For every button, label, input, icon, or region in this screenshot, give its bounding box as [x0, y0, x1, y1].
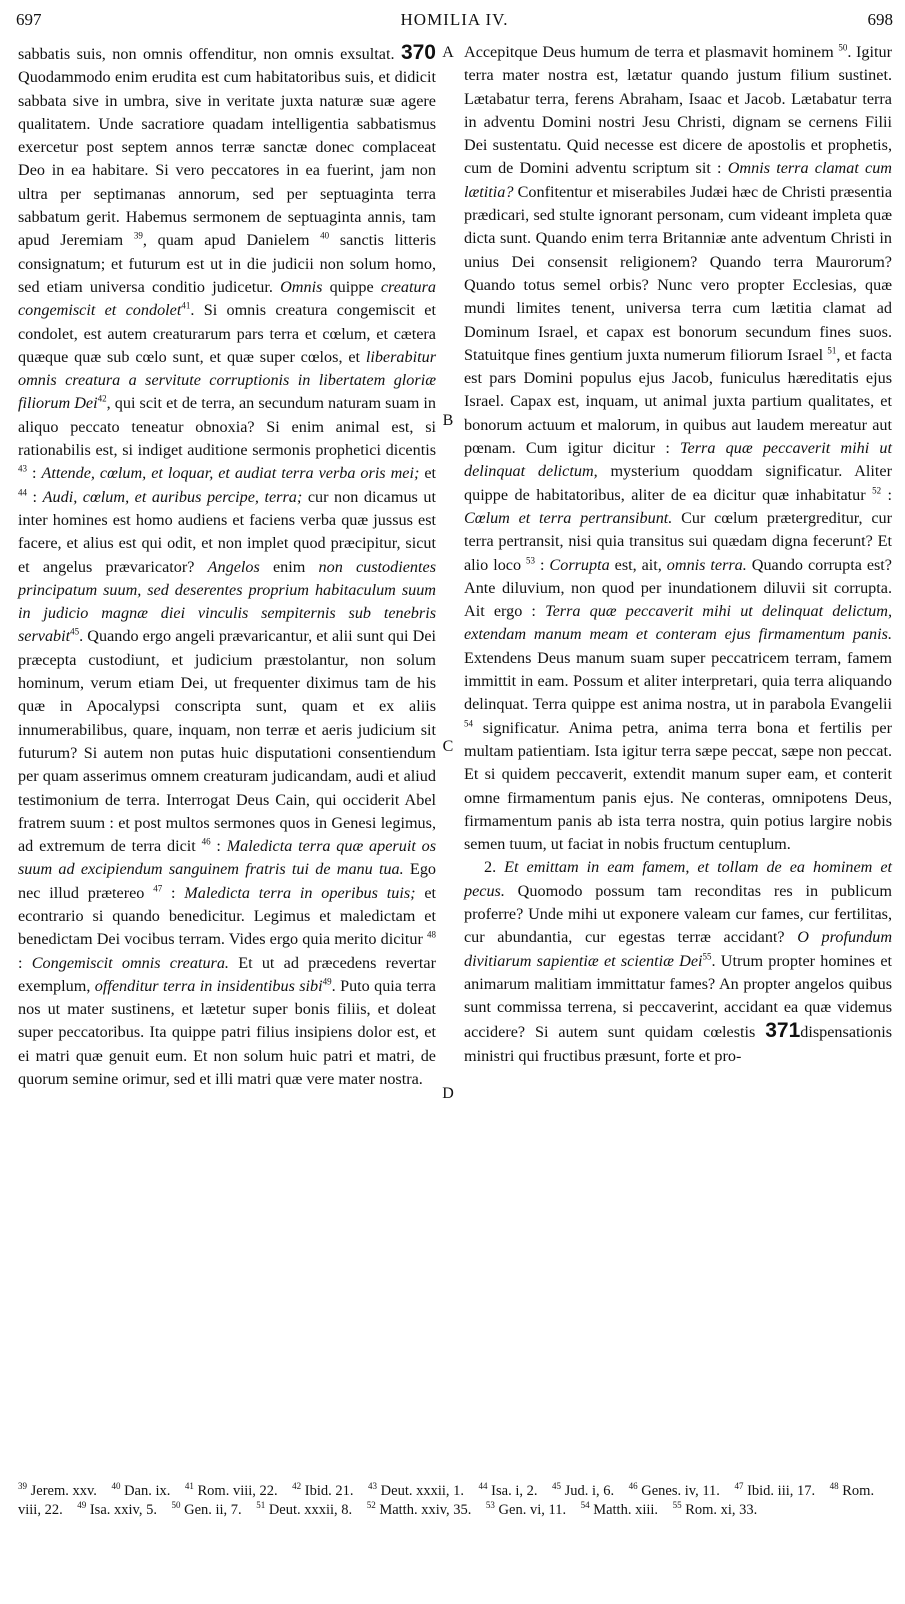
italic-quotation: Corrupta — [549, 555, 610, 574]
footnote-reference: 46 — [201, 836, 211, 847]
text-run: . Igitur terra mater nostra est, lætatur quando justum filium sustinet. Lætabatur terra, ferens Abraham, Isaac et Jacob. Lætabatur terra in adventu Domini nostri Jesu Christi, dignam se cernens Filii Dei sustentatu. Quid necesse est dicere de apostolis et prophetis, cum de Domini adventu scriptum sit : — [464, 43, 892, 178]
page-number-left: 697 — [16, 10, 42, 29]
text-run: Accepitque Deus humum de terra et plasmavit hominem — [464, 43, 839, 61]
footnote-entry — [18, 1483, 97, 1499]
footnote-number: 39 — [18, 1481, 27, 1492]
footnote-entry — [581, 1502, 658, 1518]
text-run: Cur cœlum prætergreditur, cur terra pertransit, nisi quia transitus sui quædam digna fecerunt? Et alio loco — [464, 508, 892, 574]
italic-quotation: offenditur terra in insidentibus sibi — [94, 976, 323, 995]
italic-quotation: non custodientes principatum suum, sed deserentes proprium habitaculum suum in judicio magnæ diei vinculis sempiternis sub tenebris servabit — [18, 557, 436, 646]
footnote-number: 44 — [478, 1481, 488, 1492]
text-run: sanctis litteris consignatum; et futurum est ut in die judicii non solum homo, sed etiam universa conditio judicetur. — [18, 231, 437, 296]
footnote-reference: 45 — [70, 627, 80, 638]
footnote-reference: 42 — [97, 394, 107, 405]
text-run: Quodammodo enim erudita est cum habitatoribus suis, et didicit sabbata sive in umbra, sive in veritate juxta naturæ suæ agere qualitatem. Unde sacratiore quadam intelligentia sabbatismus exercetur post septem annos terræ sanctæ donec complaceat Deo in ea habitare. Si vero peccatores in ea fuerint, jam non ultra per septimanas annorum, sed per septuaginta terra sabbatum gerit. Habemus sermonem de septuaginta annis, tam apud Jeremiam — [18, 68, 436, 250]
text-run: , quam apud Danielem — [142, 231, 321, 250]
footnotes — [18, 1482, 890, 1520]
italic-quotation: Audi, cœlum, et auribus percipe, terra; — [42, 487, 303, 506]
right-column-paragraph-2 — [464, 856, 892, 1068]
footnote-entry — [185, 1483, 278, 1499]
text-run: significatur. Anima petra, anima terra bona et fertilis per multam patientiam. Ista igitur terra sæpe peccat, sæpe non peccat. Et si quidem peccaverit, extendit manum super eam, et conterit omne firmamentum panis ejus. Ne conteras, omnipotens Deus, firmamentum panis ab ista terra nostra, quin potius largire nobis semen tuum, ut faciat in nobis fructum centuplum. — [464, 718, 892, 854]
italic-quotation: Terra quæ peccaverit mihi ut delinquat delictum, — [464, 439, 892, 481]
text-run: dispensationis ministri qui fructibus præsunt, forte et pro- — [464, 1023, 892, 1065]
text-run: : — [535, 555, 550, 574]
footnote-reference: 50 — [838, 42, 848, 53]
italic-quotation: Terra quæ peccaverit mihi ut delinquat delictum, extendam manum meam et conteram ejus firmamentum panis. — [464, 602, 892, 644]
footnote-number: 45 — [551, 1481, 561, 1492]
footnote-reference: 54 — [464, 718, 473, 729]
right-column — [464, 41, 892, 1068]
footnote-number: 48 — [829, 1481, 839, 1492]
footnote-citation: Isa. i, 2. — [487, 1483, 538, 1499]
footnote-entry — [111, 1483, 170, 1499]
footnote-entry — [367, 1502, 472, 1518]
footnote-citation: Rom. xi, 33. — [681, 1502, 758, 1518]
footnote-number: 53 — [485, 1500, 495, 1511]
footnote-reference: 40 — [320, 230, 330, 241]
margin-marker-b: B — [442, 412, 454, 429]
footnote-citation: Isa. xxiv, 5. — [86, 1502, 157, 1518]
footnote-reference: 53 — [526, 555, 536, 566]
footnote-number: 52 — [366, 1500, 376, 1511]
footnote-number: 43 — [368, 1481, 378, 1492]
italic-quotation: Omnis — [280, 277, 323, 296]
footnote-citation: Deut. xxxii, 1. — [377, 1483, 465, 1499]
footnote-citation: Rom. viii, 22. — [18, 1483, 875, 1518]
footnote-reference: 39 — [133, 230, 143, 241]
italic-quotation: creatura congemiscit et condolet — [18, 277, 436, 320]
text-run: : — [210, 837, 227, 856]
column-number: 370 — [400, 41, 436, 64]
footnote-entry — [479, 1483, 538, 1499]
footnote-number: 46 — [628, 1481, 638, 1492]
footnote-citation: Genes. iv, 11. — [637, 1483, 720, 1499]
text-run: enim — [259, 557, 319, 576]
footnote-number: 51 — [256, 1500, 266, 1511]
text-run: , qui scit et de terra, an secundum naturam suam in aliquo peccato teneatur obnoxia? Si enim animal est, si rationabilis est, si indiget auditione sermonis prophetici dicentis — [18, 394, 436, 460]
text-run: , et facta est pars Domini populus ejus Jacob, funiculus hæreditatis ejus Israel. Capax est, inquam, ut animal juxta partium qualitates, et bonorum actuum et malorum, in quibus aut laudem mereatur aut pœnam. Cum igitur dicitur : — [464, 345, 892, 458]
footnote-reference: 49 — [322, 976, 332, 987]
italic-quotation: Attende, cœlum, et loquar, et audiat terra verba oris mei; — [41, 464, 420, 483]
text-run: sabbatis suis, non omnis offenditur, non omnis exsultat. — [18, 45, 401, 63]
text-run: et econtrario si quando benedicitur. Legimus et maledictam et benedictam Dei vocibus terram. Vides ergo quia merito dicitur — [18, 883, 437, 949]
footnote-citation: Gen. vi, 11. — [494, 1502, 567, 1518]
text-run: : — [162, 883, 185, 902]
margin-marker-a: A — [442, 44, 454, 61]
text-run: Quomodo possum tam reconditas res in publicum proferre? Unde mihi ut exponere valeam cur fames, cur fertilitas, cur abundantia, cur egestas terræ accidant? — [464, 881, 892, 947]
footnote-reference: 51 — [827, 345, 837, 356]
text-run: cur non dicamus ut inter homines est homo audiens et faciens verba quæ jussus est facere, et alius est qui odit, et non implet quod præcipitur, sicut et angelus prævaricator? — [18, 487, 436, 576]
text-run: : — [881, 485, 892, 504]
page-number-right: 698 — [867, 10, 893, 29]
footnote-citation: Jud. i, 6. — [560, 1483, 615, 1499]
text-run: Extendens Deus manum suam super peccatricem terram, famem immittit in eam. Possum et aliter interpretari, quia terra aliquando delinquat. Terra quippe est anima nostra, ut in parabola Evangelii — [464, 648, 892, 714]
italic-quotation: omnis terra. — [666, 555, 747, 574]
text-run: 2. — [484, 858, 505, 877]
margin-marker-c: C — [442, 738, 454, 755]
footnote-number: 50 — [171, 1500, 181, 1511]
footnote-citation: Dan. ix. — [120, 1483, 171, 1499]
text-run: . Utrum propter homines et animarum malitiam immittatur fames? An propter angelos quibus sunt commissa terrena, si peccaverint, accidant ea quæ videmus accidere? Si autem sunt quidam cœlestis — [464, 951, 893, 1042]
footnote-citation: Deut. xxxii, 8. — [265, 1502, 353, 1518]
text-run: Ego nec illud prætereo — [18, 860, 437, 902]
italic-quotation: O profundum divitiarum sapientiæ et scientiæ Dei — [464, 928, 893, 970]
footnote-reference: 55 — [702, 951, 712, 962]
text-run: est, ait, — [609, 555, 667, 574]
footnote-number: 41 — [184, 1481, 194, 1492]
footnote-reference: 44 — [18, 487, 27, 498]
footnote-number: 54 — [580, 1500, 590, 1511]
text-run: : — [18, 953, 32, 972]
footnote-reference: 52 — [872, 485, 882, 496]
footnote-entry — [368, 1483, 464, 1499]
footnote-reference: 48 — [427, 929, 436, 940]
footnote-citation: Ibid. 21. — [301, 1483, 354, 1499]
footnote-entry — [629, 1483, 720, 1499]
margin-marker-d: D — [442, 1085, 454, 1102]
italic-quotation: Congemiscit omnis creatura. — [31, 953, 229, 972]
running-header — [16, 10, 893, 36]
italic-quotation: Cœlum et terra pertransibunt. — [464, 508, 673, 527]
footnote-entry — [552, 1483, 614, 1499]
italic-quotation: Et emittam in eam famem, et tollam de ea hominem et pecus. — [464, 858, 893, 900]
column-number: 371 — [765, 1019, 801, 1043]
footnote-citation: Gen. ii, 7. — [180, 1502, 242, 1518]
footnote-number: 47 — [734, 1481, 744, 1492]
italic-quotation: liberabitur omnis creatura a servitute corruptionis in libertatem gloriæ filiorum Dei — [18, 347, 436, 413]
footnote-citation: Ibid. iii, 17. — [743, 1483, 816, 1499]
footnote-entry — [292, 1483, 353, 1499]
text-run: : — [27, 464, 42, 483]
footnote-number: 40 — [111, 1481, 121, 1492]
text-run: Quando corrupta est? Ante diluvium, non quod per inundationem diluvii sit corrupta. Ait ergo : — [464, 555, 892, 621]
italic-quotation: Angelos — [207, 557, 260, 576]
footnote-reference: 47 — [153, 883, 163, 894]
footnote-number: 49 — [77, 1500, 87, 1511]
text-run: et — [419, 464, 437, 483]
footnote-citation: Matth. xxiv, 35. — [375, 1502, 472, 1518]
text-run: . Quando ergo angeli prævaricantur, et alii sunt qui Dei præcepta custodiunt, et judicium præstolantur, non solum hominum, verum etiam Dei, ut frequenter diximus tam de his quæ in Apocalypsi conscripta sunt, quam et ex aliis innumerabilibus, quare, inquam, non terræ et aeris judicium sit futurum? Si autem non putas huic disputationi consentiendum per quam asserimus omnem creaturam judicandam, audi et aliud testimonium de terra. Interrogat Deus Cain, qui occiderit Abel fratrem suum : et post multos sermones quos in Genesi legimus, ad extremum de terra dicit — [18, 627, 436, 856]
footnote-entry — [256, 1502, 352, 1518]
footnote-citation: Matth. xiii. — [589, 1502, 659, 1518]
footnote-entry — [486, 1502, 566, 1518]
left-column — [18, 41, 436, 1091]
footnote-number: 42 — [292, 1481, 302, 1492]
italic-quotation: Maledicta terra quæ aperuit os suum ad excipiendum sanguinem fratris tui de manu tua. — [18, 837, 437, 879]
footnote-reference: 43 — [18, 463, 27, 474]
footnote-citation: Jerem. xxv. — [27, 1483, 97, 1499]
footnote-entry — [734, 1483, 815, 1499]
footnote-entry — [171, 1502, 241, 1518]
text-run: . Puto quia terra nos ut mater sustinens, et lætetur super bonis filiis, et doleat super peccatoribus. Ita quippe patri filius insipiens dolor est, et ei matri quæ genuit eum. Et non solum huic patri et matri, de quorum semine orimur, sed et illi matri quæ vere mater nostra. — [18, 976, 436, 1089]
footnote-citation: Rom. viii, 22. — [193, 1483, 278, 1499]
footnote-reference: 41 — [181, 300, 191, 311]
text-run: : — [27, 487, 43, 506]
text-run: Confitentur et miserabiles Judæi hæc de Christi præsentia prædicari, sed stulte ignorant personam, cum videant impleta quæ dicta sunt. Quando enim terra Britanniæ ante adventum Christi in unius Dei consensit religionem? Quando terra Maurorum? Quando totus semel orbis? Nunc vero propter Ecclesias, quæ mundi limites tenent, universa terra cum lætitia clamat ad Dominum Israel, et capax est bonorum secundum fines suos. Statuitque fines gentium juxta numerum filiorum Israel — [464, 182, 892, 364]
text-run: mysterium quoddam significatur. Aliter quippe de habitatoribus, aliter de ea dicitur quæ inhabitatur — [464, 462, 892, 504]
text-run: quippe — [322, 277, 381, 296]
italic-quotation: Omnis terra clamat cum lætitia? — [464, 159, 892, 201]
italic-quotation: Maledicta terra in operibus tuis; — [184, 883, 416, 902]
footnote-entry — [77, 1502, 157, 1518]
footnote-entry — [673, 1502, 758, 1518]
text-run: Et ut ad præcedens revertar exemplum, — [18, 953, 436, 995]
running-title: HOMILIA IV. — [400, 10, 509, 29]
text-run: . Si omnis creatura congemiscit et condolet, est autem creaturarum pars terra et cœlum, et cætera quæque quæ sub cœlo sunt, et quæ super cœlos, et — [18, 301, 436, 366]
right-column-paragraph-1 — [464, 41, 892, 856]
left-column-text — [18, 41, 436, 1091]
footnote-number: 55 — [672, 1500, 682, 1511]
